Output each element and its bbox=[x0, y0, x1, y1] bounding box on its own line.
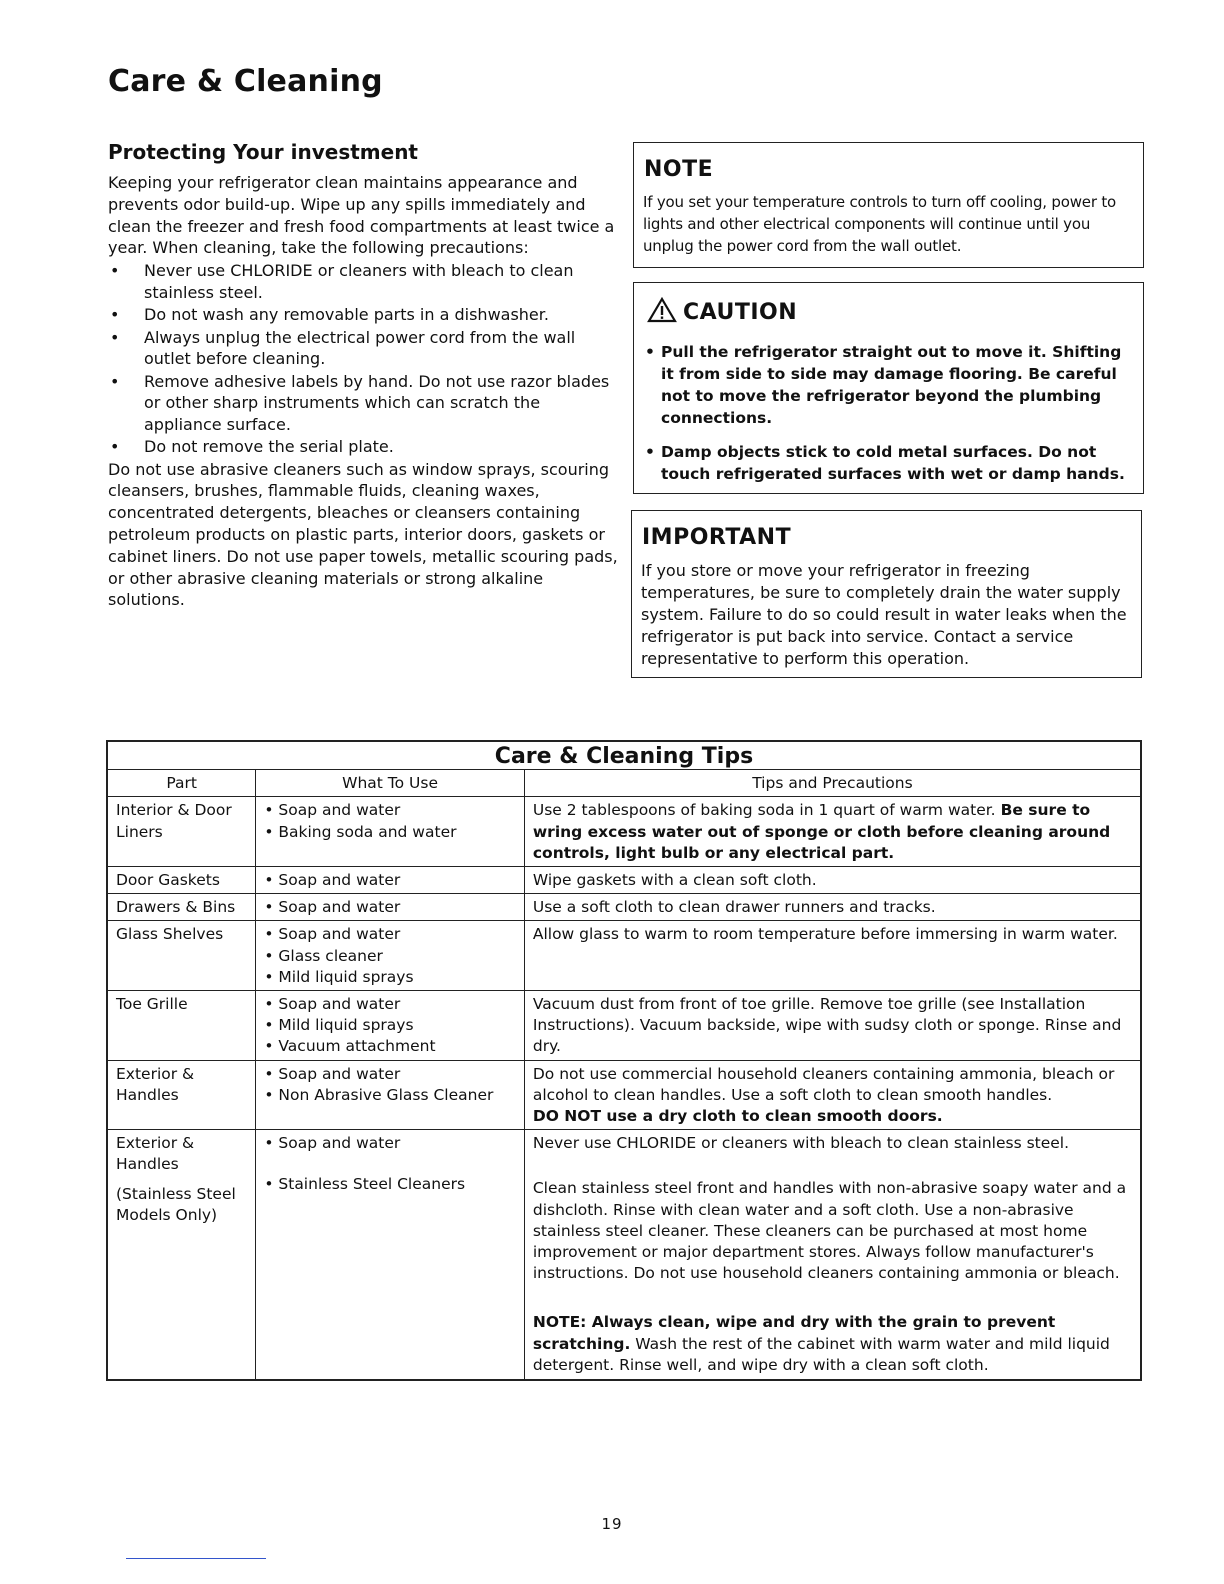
list-item bbox=[108, 327, 618, 370]
tip-text: Do not use commercial household cleaners containing ammonia, bleach or alcohol to clean handles. Use a soft cloth to clean smooth handles. bbox=[532, 1064, 1115, 1104]
list-item-text: Damp objects stick to cold metal surfaces. Do not touch refrigerated surfaces with wet or damp hands. bbox=[661, 443, 1125, 483]
protect-section bbox=[108, 140, 618, 611]
part-cell: Toe Grille bbox=[107, 991, 256, 1061]
use-item: • Glass cleaner bbox=[264, 946, 383, 965]
use-item: • Soap and water bbox=[264, 995, 401, 1014]
use-item: • Soap and water bbox=[264, 1064, 401, 1083]
use-item: • Soap and water bbox=[264, 898, 401, 917]
use-cell bbox=[256, 1060, 525, 1130]
tip-text: Clean stainless steel front and handles with non-abrasive soapy water and a dishcloth. Rinse with clean water and a soft cloth. Use a non-abrasive stainless steel cleaner. These cleaners can be purchased at most home improvement or major department stores. Always follow manufacturer's instructions. Do not use household cleaners containing ammonia or bleach. bbox=[532, 1179, 1127, 1283]
tip-cell bbox=[524, 1060, 1141, 1130]
part-cell: Door Gaskets bbox=[107, 867, 256, 894]
protect-outro: Do not use abrasive cleaners such as window sprays, scouring cleansers, brushes, flammable fluids, cleaning waxes, concentrated detergents, bleaches or cleansers containing petroleum products on plastic parts, interior doors, gaskets or cabinet liners. Do not use paper towels, metallic scouring pads, or other abrasive cleaning materials or strong alkaline solutions. bbox=[108, 459, 618, 610]
list-item-text: Pull the refrigerator straight out to move it. Shifting it from side to side may damage flooring. Be careful not to move the refrigerator beyond the plumbing connections. bbox=[661, 343, 1122, 427]
tip-paragraph bbox=[533, 1312, 1132, 1376]
tip-cell: Vacuum dust from front of toe grille. Remove toe grille (see Installation Instructions). Vacuum backside, wipe with sudsy cloth or sponge. Rinse and dry. bbox=[524, 991, 1141, 1061]
use-item: • Stainless Steel Cleaners bbox=[264, 1175, 466, 1194]
tip-bold-text: NOTE: Always clean, wipe and dry with the grain to prevent scratching. bbox=[532, 1313, 1056, 1353]
table-row bbox=[107, 867, 1141, 894]
part-cell: Exterior & Handles bbox=[107, 1060, 256, 1130]
use-item: • Mild liquid sprays bbox=[264, 1016, 414, 1035]
list-item-text: Always unplug the electrical power cord from the wall outlet before cleaning. bbox=[144, 327, 576, 369]
list-item-text: Do not remove the serial plate. bbox=[144, 437, 394, 457]
list-item-text: Never use CHLORIDE or cleaners with bleach to clean stainless steel. bbox=[144, 261, 574, 302]
note-title: NOTE bbox=[644, 157, 714, 182]
important-title: IMPORTANT bbox=[642, 525, 792, 550]
use-item: • Soap and water bbox=[264, 801, 401, 820]
column-header: What To Use bbox=[256, 770, 525, 797]
table-header-row bbox=[107, 770, 1141, 797]
use-cell bbox=[256, 921, 525, 991]
tip-cell: Use a soft cloth to clean drawer runners and tracks. bbox=[524, 894, 1141, 921]
list-item bbox=[108, 436, 618, 458]
use-item: • Mild liquid sprays bbox=[264, 967, 414, 986]
tips-table bbox=[106, 740, 1142, 1381]
tip-text: Wash the rest of the cabinet with warm water and mild liquid detergent. Rinse well, and wipe dry with a clean soft cloth. bbox=[532, 1334, 1110, 1374]
use-item: • Soap and water bbox=[264, 925, 401, 944]
important-box bbox=[631, 510, 1142, 678]
part-cell: Glass Shelves bbox=[107, 921, 256, 991]
bullet-icon: • bbox=[110, 371, 120, 391]
part-note: (Stainless Steel Models Only) bbox=[116, 1184, 236, 1224]
caution-list bbox=[643, 341, 1134, 485]
use-item: • Soap and water bbox=[264, 871, 401, 890]
caution-box bbox=[633, 282, 1144, 494]
tip-cell bbox=[524, 1130, 1141, 1380]
note-box bbox=[633, 142, 1144, 268]
bullet-icon: • bbox=[110, 437, 120, 457]
part-text: Exterior & Handles bbox=[116, 1134, 195, 1174]
footer-divider bbox=[126, 1558, 266, 1559]
use-cell bbox=[256, 1130, 525, 1380]
list-item-text: Do not wash any removable parts in a dishwasher. bbox=[144, 305, 549, 325]
list-item-text: Remove adhesive labels by hand. Do not use razor blades or other sharp instruments which can scratch the appliance surface. bbox=[144, 371, 610, 434]
column-header: Tips and Precautions bbox=[524, 770, 1141, 797]
table-row bbox=[107, 1130, 1141, 1380]
important-text: If you store or move your refrigerator in freezing temperatures, be sure to completely drain the water supply system. Failure to do so could result in water leaks when the refrigerator is put back into service. Contact a service representative to perform this operation. bbox=[641, 561, 1127, 668]
use-item: • Vacuum attachment bbox=[264, 1037, 436, 1056]
column-header: Part bbox=[107, 770, 256, 797]
page-number: 19 bbox=[601, 1515, 623, 1533]
part-cell bbox=[107, 1130, 256, 1380]
protect-intro: Keeping your refrigerator clean maintains appearance and prevents odor build-up. Wipe up any spills immediately and clean the freezer and fresh food compartments at least twice a year. When cleaning, take the following precautions: bbox=[108, 173, 615, 258]
use-cell bbox=[256, 991, 525, 1061]
tip-cell: Wipe gaskets with a clean soft cloth. bbox=[524, 867, 1141, 894]
tip-text: Use 2 tablespoons of baking soda in 1 quart of warm water. bbox=[532, 801, 996, 820]
table-row bbox=[107, 797, 1141, 867]
table-title: Care & Cleaning Tips bbox=[107, 741, 1141, 770]
use-item: • Soap and water bbox=[264, 1134, 401, 1153]
use-cell bbox=[256, 797, 525, 867]
bullet-icon: • bbox=[110, 261, 120, 281]
list-item bbox=[643, 341, 1134, 429]
tip-bold-text: DO NOT use a dry cloth to clean smooth doors. bbox=[532, 1107, 943, 1126]
note-text: If you set your temperature controls to turn off cooling, power to lights and other electrical components will continue until you unplug the power cord from the wall outlet. bbox=[643, 193, 1117, 255]
caution-header bbox=[647, 297, 1134, 327]
use-cell bbox=[256, 894, 525, 921]
use-item: • Baking soda and water bbox=[264, 822, 457, 841]
list-item bbox=[643, 441, 1134, 485]
table-row bbox=[107, 921, 1141, 991]
table-row bbox=[107, 894, 1141, 921]
table-row bbox=[107, 991, 1141, 1061]
use-cell bbox=[256, 867, 525, 894]
bullet-icon: • bbox=[645, 443, 655, 461]
bullet-icon: • bbox=[110, 327, 120, 347]
table-title-row bbox=[107, 741, 1141, 770]
use-item: • Non Abrasive Glass Cleaner bbox=[264, 1085, 494, 1104]
section-heading: Protecting Your investment bbox=[108, 140, 418, 164]
page-title: Care & Cleaning bbox=[108, 64, 383, 99]
tip-text: Never use CHLORIDE or cleaners with bleach to clean stainless steel. bbox=[532, 1134, 1070, 1153]
list-item bbox=[108, 304, 618, 326]
caution-title: CAUTION bbox=[683, 299, 798, 325]
warning-triangle-icon bbox=[647, 297, 677, 327]
table-row bbox=[107, 1060, 1141, 1130]
part-cell: Drawers & Bins bbox=[107, 894, 256, 921]
bullet-icon: • bbox=[645, 343, 655, 361]
tip-bold-text: Be sure to wring excess water out of sponge or cloth before cleaning around controls, light bulb or any electrical part. bbox=[532, 801, 1111, 862]
bullet-icon: • bbox=[110, 305, 120, 325]
precautions-list bbox=[108, 260, 618, 458]
part-cell: Interior & Door Liners bbox=[107, 797, 256, 867]
list-item bbox=[108, 371, 618, 436]
list-item bbox=[108, 260, 618, 303]
tip-cell: Allow glass to warm to room temperature before immersing in warm water. bbox=[524, 921, 1141, 991]
tip-cell bbox=[524, 797, 1141, 867]
